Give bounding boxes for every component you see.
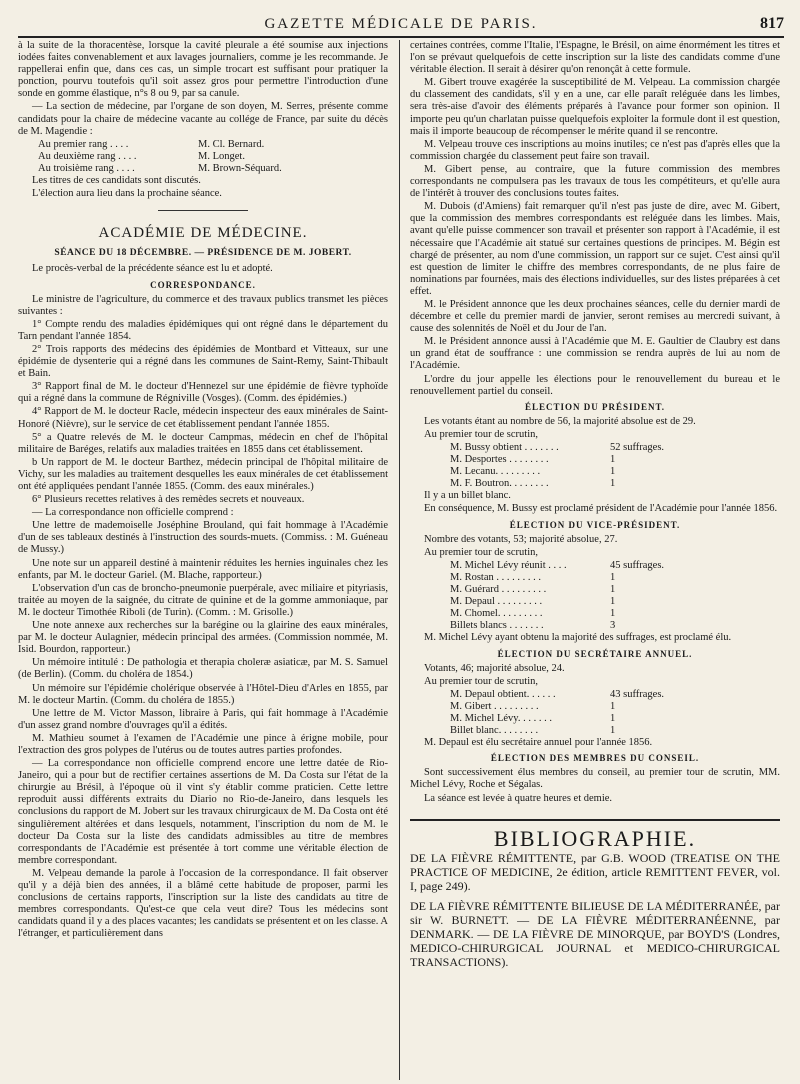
paragraph: L'ordre du jour appelle les élections pour le renouvellement du bureau et le renouvellement partiel du conseil. [410, 373, 780, 397]
paragraph: 1° Compte rendu des maladies épidémiques qui ont régné dans le département du Tarn pendant l'année 1854. [18, 318, 388, 342]
paragraph: — La correspondance non officielle comprend encore une lettre datée de Rio-Janeiro, qui a pour but de rectifier certaines assertions de M. Da Costa sur l'état de la chirurgie au Brésil, à l'époque où il vint s'y établir comme praticien. Cette lettre reproduit aussi différents extraits du Diario no Rio-de-Janeiro, dans lesquels les conclusions du rapport de M. Jobert sur les travaux chirurgicaux de M. Da Costa ont été singulièrement altérées et dans lesquels, notamment, l'inscription du nom de M. le docteur Da Costa sur la liste des candidats admissibles au titre de membres correspondants de l'Académie est présentée à tort comme une véritable élection de membre correspondant. [18, 758, 388, 866]
paragraph: Il y a un billet blanc. [424, 490, 511, 502]
vote-row: M. Rostan . . . . . . . . . 1 [450, 571, 616, 583]
bibliography-entry: DE LA FIÈVRE RÉMITTENTE, par G.B. WOOD (TREATISE ON THE PRACTICE OF MEDICINE, 2e édition, article REMITTENT FEVER, vol. I, page 249). [410, 850, 780, 893]
vote-table [410, 442, 780, 490]
subheading: ÉLECTION DU PRÉSIDENT. [524, 401, 666, 412]
paragraph: Votants, 46; majorité absolue, 24. [424, 662, 565, 674]
paragraph: La séance est levée à quatre heures et demie. [424, 792, 613, 804]
section-title: ACADÉMIE DE MÉDECINE. [98, 225, 308, 242]
paragraph: Nombre des votants, 53; majorité absolue, 27. [424, 533, 618, 545]
paragraph: Au premier tour de scrutin, [424, 546, 539, 558]
paragraph: Au premier tour de scrutin, [424, 675, 539, 687]
paragraph: certaines contrées, comme l'Italie, l'Espagne, le Brésil, on aime énormément les titres et l'on se prévaut quelquefois de cette inscription sur la liste des candidats comme d'une véritable élection. Il serait à désirer qu'on renonçât à cette formule. [410, 40, 780, 76]
vote-row: M. Michel Lévy réunit . . . . 45 suffrages. [450, 559, 665, 571]
paragraph: L'élection aura lieu dans la prochaine séance. [32, 188, 222, 200]
paragraph: M. le Président annonce que les deux prochaines séances, celle du dernier mardi de décembre et celle du premier mardi de janvier, seront remises au mercredi suivant, à cause des solennités de Noël et du Jour de l'an. [410, 298, 780, 335]
bibliography-entry: DE LA FIÈVRE RÉMITTENTE BILIEUSE DE LA MÉDITERRANÉE, par sir W. BURNETT. — DE LA FIÈVRE MÉDITERRANÉENNE, par DENMARK. — DE LA FIÈVRE DE MINORQUE, par BOYD'S (Londres, MEDICO-CHIRURGICAL JOURNAL et MEDICO-CHIRURGICAL TRANSACTIONS). [410, 898, 780, 969]
paragraph: Sont successivement élus membres du conseil, au premier tour de scrutin, MM. Michel Lévy, Roche et Ségalas. [410, 767, 780, 791]
paragraph: M. Gibert trouve exagérée la susceptibilité de M. Velpeau. La commission chargée du classement des candidats, s'il y en a une, car elle paraît reléguée dans les limbes, sera très-aise d'avoir des éléments préparés à l'avance pour former son opinion. Il importe peu qu'un charlatan puisse quelquefois exploiter la formule dont il est question, mais il importe beaucoup de récompenser le mérite quand il se rencontre. [410, 77, 780, 137]
vote-row: Billet blanc. . . . . . . . 1 [450, 725, 616, 737]
subheading: ÉLECTION DU SECRÉTAIRE ANNUEL. [497, 648, 693, 659]
paragraph: — La correspondance non officielle comprend : [32, 507, 234, 519]
subheading: CORRESPONDANCE. [150, 279, 256, 290]
vote-row: Billets blancs . . . . . . . 3 [450, 620, 616, 632]
paragraph: Une note sur un appareil destiné à maintenir réduites les hernies inguinales chez les enfants, par M. le docteur Gariel. (M. Blache, rapporteur.) [18, 557, 388, 581]
paragraph: 3° Rapport final de M. le docteur d'Hennezel sur une épidémie de fièvre typhoïde qui a régné dans la commune de Régniville (Vosges). (Comm. des épidémies.) [18, 381, 388, 405]
paragraph: b Un rapport de M. le docteur Barthez, médecin principal de l'hôpital militaire de Vichy, sur les maladies au traitement desquelles les eaux minérales de cet établissement ont été appliquées pendant l'année 1855. (Comm. des eaux minérales.) [18, 456, 388, 492]
journal-title: GAZETTE MÉDICALE DE PARIS. [264, 16, 538, 32]
right-column [410, 40, 780, 975]
vote-row: M. Lecanu. . . . . . . . . 1 [450, 466, 616, 478]
candidate-row: Au troisième rang . . . . M. Brown-Séquard. [38, 162, 282, 174]
section-rule [158, 210, 248, 211]
paragraph: En conséquence, M. Bussy est proclamé président de l'Académie pour l'année 1856. [424, 503, 778, 515]
page-header [18, 14, 784, 38]
paragraph: M. Gibert pense, au contraire, que la future commission des membres correspondants ne compulsera pas les travaux de tous les compétiteurs, et qu'elle aura de l'intérêt à trouver des conclusions toutes faites. [410, 163, 780, 200]
paragraph: 4° Rapport de M. le docteur Racle, médecin inspecteur des eaux minérales de Saint-Honoré (Nièvre), sur le service de cet établissement pendant l'année 1855. [18, 406, 388, 430]
vote-table [410, 689, 780, 737]
left-column [18, 40, 388, 941]
vote-table [410, 560, 780, 633]
paragraph: Les titres de ces candidats sont discutés. [32, 175, 201, 187]
session-heading: SÉANCE DU 18 DÉCEMBRE. — PRÉSIDENCE DE M. JOBERT. [54, 248, 352, 259]
subheading: ÉLECTION DU VICE-PRÉSIDENT. [509, 519, 681, 530]
paragraph: Le ministre de l'agriculture, du commerce et des travaux publics transmet les pièces suivantes : [18, 293, 388, 317]
paragraph: M. le Président annonce aussi à l'Académie que M. E. Gaultier de Claubry est dans un grand état de souffrance : une commission se rendra auprès de lui au nom de l'Académie. [410, 336, 780, 372]
paragraph: Une lettre de mademoiselle Joséphine Brouland, qui fait hommage à l'Académie d'un de ses tableaux destinés à l'instruction des sourds-muets. (Commiss. : M. Guéneau de Mussy.) [18, 520, 388, 556]
paragraph: à la suite de la thoracentèse, lorsque la cavité pleurale a été soumise aux injections iodées faites convenablement et aux lavages journaliers, comme je les recommande. Je rappellerai enfin que, dans ces cas, un simple trocart est suffisant pour pratiquer la ponction, pourvu toutefois qu'il soit assez gros pour permettre l'introduction d'une sonde en gomme élastique, n°s 8 ou 9, par sa canule. [18, 40, 388, 100]
paragraph: M. Depaul est élu secrétaire annuel pour l'année 1856. [424, 737, 653, 749]
paragraph: Les votants étant au nombre de 56, la majorité absolue est de 29. [424, 415, 696, 427]
paragraph: M. Dubois (d'Amiens) fait remarquer qu'il n'est pas juste de dire, avec M. Gibert, que la commission des membres correspondants est reléguée dans les limbes. Mais, avant qu'elle puisse commencer son travail et présenter son rapport à l'Académie, il est nécessaire que l'Académie ait statué sur certaines questions de principes. M. Bégin est chargé de présenter, au nom d'une commission, un rapport sur ce sujet. C'est ainsi qu'il est question de limiter le chiffre des membres correspondants, de ne plus faire de nominations par fournées, mais des élections individuelles, sur des listes préparées à cet effet. [410, 201, 780, 297]
paragraph: M. Velpeau trouve ces inscriptions au moins inutiles; ce n'est pas d'après elles que la commission chargée du classement peut faire son travail. [410, 138, 780, 162]
vote-row: M. Bussy obtient . . . . . . . 52 suffrages. [450, 442, 665, 453]
candidate-row: Au premier rang . . . . M. Cl. Bernard. [38, 138, 265, 150]
vote-row: M. Guérard . . . . . . . . . 1 [450, 584, 616, 596]
vote-row: M. Chomel. . . . . . . . . 1 [450, 608, 616, 620]
paragraph: — La section de médecine, par l'organe de son doyen, M. Serres, présente comme candidats pour la chaire de médecine vacante au collége de France, par suite du décès de M. Magendie : [18, 101, 388, 137]
paragraph: M. Michel Lévy ayant obtenu la majorité des suffrages, est proclamé élu. [424, 632, 732, 644]
paragraph: Un mémoire sur l'épidémie cholérique observée à l'Hôtel-Dieu d'Arles en 1855, par M. le docteur Martin. (Comm. du choléra de 1855.) [18, 682, 388, 706]
paragraph: 5° a Quatre relevés de M. le docteur Campmas, médecin en chef de l'hôpital militaire de Baréges, relatifs aux maladies traitées en 1855 dans cet établissement. [18, 431, 388, 455]
candidate-row: Au deuxième rang . . . . M. Longet. [38, 150, 245, 162]
page-number: 817 [760, 15, 784, 32]
subheading: ÉLECTION DES MEMBRES DU CONSEIL. [490, 753, 700, 764]
paragraph: M. Mathieu soumet à l'examen de l'Académie une pince à érigne mobile, pour l'extraction des gros polypes de l'utérus ou de toutes autres parties profondes. [18, 732, 388, 756]
paragraph: Au premier tour de scrutin, [424, 428, 539, 440]
vote-row: M. Michel Lévy. . . . . . . 1 [450, 712, 616, 724]
vote-row: M. Depaul . . . . . . . . . 1 [450, 596, 616, 608]
paragraph: Une lettre de M. Victor Masson, libraire à Paris, qui fait hommage à l'Académie d'un assez grand nombre d'ouvrages qu'il a édités. [18, 707, 388, 731]
paragraph: 2° Trois rapports des médecins des épidémies de Montbard et Vitteaux, sur une épidémie de dysenterie qui a régné dans les communes de Saint-Remy, Saint-Thibault et Bain. [18, 343, 388, 380]
vote-row: M. Depaul obtient. . . . . . 43 suffrages. [450, 688, 665, 700]
candidate-list [38, 139, 388, 175]
vote-row: M. Desportes . . . . . . . . 1 [450, 454, 616, 466]
paragraph: Une note annexe aux recherches sur la barégine ou la glairine des eaux minérales, par M. le docteur Aulagnier, médecin principal des armées. (Commission nommée, M. Isid. Bourdon, rapporteur.) [18, 620, 388, 656]
paragraph: M. Velpeau demande la parole à l'occasion de la correspondance. Il fait observer qu'il y a déjà bien des années, il a blâmé cette habitude de proposer, parmi les conclusions de certains rapports, l'inscription sur la liste des candidats au titre de membres correspondants. Qu'est-ce que cela veut dire? Tous les médecins sont candidats quand il y a des places vacantes; les candidats se présentent et on les classe. A l'étranger, et particulièrement dans [18, 867, 389, 940]
bibliography-section [410, 819, 780, 969]
paragraph: 6° Plusieurs recettes relatives à des remèdes secrets et nouveaux. [32, 494, 305, 506]
paragraph: Un mémoire intitulé : De pathologia et therapia choleræ asiaticæ, par M. S. Samuel (de Berlin). (Comm. du choléra de 1854.) [18, 657, 388, 681]
paragraph: L'observation d'un cas de broncho-pneumonie puerpérale, avec miliaire et pityriasis, traitée au moyen de la saignée, du citrate de quinine et de la gomme ammoniaque, par M. le docteur Timothée Riboli (de Turin). (Comm. : M. Grisolle.) [18, 582, 388, 618]
column-divider [399, 40, 400, 1080]
bibliography-title: BIBLIOGRAPHIE. [493, 825, 697, 851]
paragraph: Le procès-verbal de la précédente séance est lu et adopté. [32, 263, 273, 275]
newspaper-page [18, 0, 784, 1084]
vote-row: M. Gibert . . . . . . . . . 1 [450, 700, 616, 712]
vote-row: M. F. Boutron. . . . . . . . 1 [450, 478, 616, 490]
